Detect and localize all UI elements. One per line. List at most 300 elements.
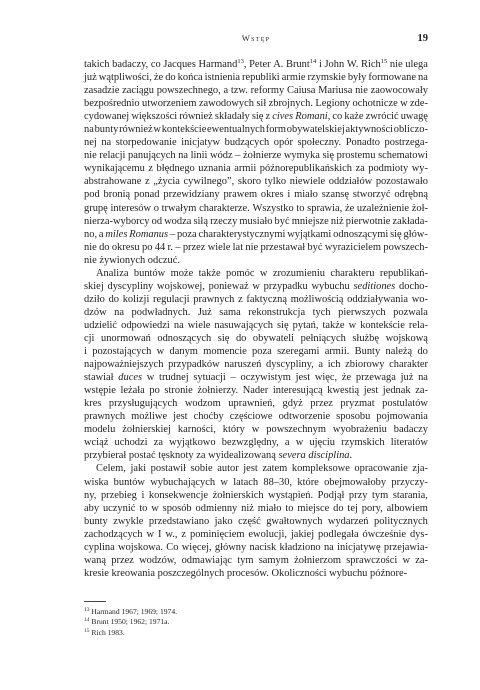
word: przez [111,554,134,566]
word: Harmand$^{13}$, [198,58,247,70]
word: podlegała [318,528,359,540]
word: cydowanej [84,111,130,123]
word: pominięciem [189,528,245,540]
word: dys- [409,528,428,540]
word: w [156,346,165,358]
word: szeregami [277,346,320,358]
running-title: Wstęp [241,33,271,43]
word: wiele [187,319,211,331]
word: buntów [133,267,166,279]
text-line [84,502,428,515]
word: wydarzeń [327,515,369,527]
word: disciplina. [308,450,353,462]
text-line [84,71,428,84]
word: żoł- [411,202,428,214]
word: najpoważniejszych [84,359,164,371]
word: do [417,346,428,358]
word: w [146,528,155,540]
word: stawiał [84,372,114,384]
word: o [153,202,159,214]
word: udzielić [84,319,118,331]
word: możliwością [290,293,344,305]
word: w [153,124,161,136]
word: kładziono [279,541,321,553]
word: do [99,241,110,253]
word: przyczy- [391,476,428,488]
word: żywionych [99,254,146,266]
text-line [84,319,428,332]
word: przypadku [263,280,308,292]
word: oczywistym [240,372,291,384]
word: wymyka [283,150,320,162]
word: w [146,372,155,384]
word: w [220,476,228,488]
word: 88–30, [263,476,293,488]
word: się [390,228,402,240]
word: W. [346,59,359,70]
word: Ponadto [345,137,380,149]
word: na [418,372,428,384]
word: przez [182,241,206,253]
word: na [323,541,334,553]
word: odnoszącymi [333,228,389,240]
word: że [341,372,352,384]
word: uprawnień, [228,398,275,410]
text-line [84,423,428,436]
word: sobie [190,463,213,475]
word: tylko [264,176,287,188]
word: w [400,98,408,110]
word: i [287,189,291,201]
word: na [173,319,184,331]
word: przewidziany [163,189,220,201]
footnote-ref[interactable]: 13 [237,58,244,65]
word: zwykle [113,515,144,527]
text-line [84,476,428,489]
text-line [84,449,428,462]
word: pytań, [292,319,319,331]
word: może [170,267,194,279]
word: z [265,111,271,123]
word: musiało [239,215,273,227]
footnote-separator [84,601,106,602]
word: składały [214,111,250,123]
word: z [145,176,150,188]
main-text [84,58,428,580]
word: armii. [324,346,350,358]
word: odnoszących [157,332,212,344]
word: nie [84,241,97,253]
word: ulega [405,59,428,70]
word: w [295,437,304,449]
word: zakłada- [392,215,428,227]
word: to [296,202,305,214]
word: – [230,372,236,384]
word: który [222,424,245,436]
word: były [347,72,367,84]
text-line [84,306,428,319]
word: lat [232,241,244,253]
word: nasuwających [214,319,273,331]
word: Wszystko [252,202,294,214]
word: republikań- [379,267,428,279]
word: za [355,163,365,175]
word: John [324,59,345,70]
word: za [196,450,206,462]
word: nie [389,59,403,70]
word: nie [84,150,97,162]
text-line [84,567,428,580]
word: rzymskie [307,72,346,84]
word: większości [131,111,178,123]
word: formowane [368,72,416,84]
word: faktyczną [246,293,287,305]
word: jest [295,372,311,384]
text-line [84,410,428,423]
word: żołnierze [243,150,282,162]
word: przebieg [100,489,137,501]
word: jednak [382,385,411,397]
word: wciąż [84,437,109,449]
word: gwałtownych [266,515,323,527]
word: wyjątkami [287,228,332,240]
word: do [108,293,119,305]
word: odmienny [195,502,238,514]
word: pod [84,189,100,201]
word: ich [327,359,341,371]
word: oddziałów [328,176,373,188]
word: w [151,502,159,514]
word: wyjątkowo [169,437,216,449]
word: charakterystycznymi [198,228,286,240]
word: przedstawiano [148,515,210,527]
word: wojskowa. [118,541,163,553]
word: linii [190,150,208,162]
word: poszczególnych [157,567,225,579]
word: po [141,241,153,253]
word: uzależnienie [356,202,410,214]
word: częściowe [229,411,273,423]
word: Podjął [317,489,345,501]
word: zbiorowy [345,359,385,371]
word: cyplina [84,541,115,553]
word: pozwala [393,306,428,318]
footnote-number: 15 [84,627,90,634]
word: politycznych [373,515,428,527]
word: uznania [198,163,231,175]
word: sprawia, [307,202,343,214]
footnote [84,628,428,638]
footnote-ref[interactable]: 14 [309,58,317,65]
text-line [84,162,428,175]
word: co [150,59,161,70]
word: na [178,150,189,162]
word: na [417,72,428,84]
word: po [149,385,160,397]
word: prawnych [193,293,235,305]
word: „życia [153,176,180,188]
word: Brunt$^{14}$ [286,58,317,70]
word: kompleksowe [291,463,350,475]
word: nie [355,85,368,97]
word: form [265,124,287,136]
word: żołnierskiej [122,424,171,436]
word: błędnego [156,163,195,175]
word: wybuchu [311,280,350,292]
word: postawił [150,463,187,475]
word: interesującą [272,385,323,397]
word: podmioty [368,163,409,175]
word: – [175,241,181,253]
word: kres [84,398,102,410]
word: Analiza [96,267,129,279]
word: nej [84,137,97,149]
text-line [84,528,428,541]
word: zaciągu [122,85,154,97]
word: społeczny. [297,137,342,149]
text-line [84,175,428,188]
word: pory, [361,502,383,514]
word: miles [105,228,128,240]
text-line [84,215,428,228]
word: w [259,267,268,279]
word: opór [273,137,293,149]
word: należą [385,346,413,358]
word: co [332,111,343,123]
word: jakiej [290,528,315,540]
text-line [84,97,428,110]
word: nie [84,254,97,266]
word: każe [344,111,364,123]
word: skoro [237,176,262,188]
word: charakteru [330,267,375,279]
word: A. [273,59,284,70]
word: pierwszych [338,306,386,318]
word: przez [310,398,333,410]
word: Okoliczności [271,567,327,579]
word: się [322,150,335,162]
word: przybierał [84,450,127,462]
word: za- [415,385,428,397]
word: zde- [410,98,428,110]
text-line [84,149,428,162]
word: panujących [128,150,176,162]
word: a [318,359,324,371]
word: unormowań [100,332,151,344]
word: takich [84,59,110,70]
word: jest [243,463,258,475]
word: modelu [84,424,116,436]
word: obejmowałoby [324,476,387,488]
word: wojskową [385,332,428,344]
text-line [84,515,428,528]
word: główny [214,541,247,553]
word: tych [312,306,331,318]
word: kontekście [360,319,405,331]
running-header [84,33,428,47]
word: trudnej [159,372,189,384]
word: prawnych [84,411,126,423]
word: obywatelskiej [286,124,345,136]
word: sił [256,98,267,110]
word: Nader [242,385,269,397]
word: wiska [84,476,109,488]
word: zaowocowały [370,85,428,97]
word: I [157,528,162,540]
word: utworzeniem [142,98,197,110]
word: inicjatyw [181,137,221,149]
text-line [84,123,428,136]
word: głów- [403,228,428,240]
word: wystąpień. [268,489,314,501]
word: relacji [99,150,126,162]
text-line [84,136,428,149]
text-line [84,228,428,241]
word: na [84,124,94,136]
word: zbrojnych. [268,98,313,110]
word: z [148,163,154,175]
word: tej [347,502,358,514]
word: pryzmat [340,398,375,410]
word: charakter [389,359,428,371]
word: późnorepublikańskich [259,163,352,175]
word: Bunty [354,346,381,358]
footnote-ref[interactable]: 15 [380,58,388,65]
word: żołnierzom [294,554,342,566]
word: dziło [84,293,105,305]
word: odczuć. [147,254,180,266]
word: aby [84,502,100,514]
word: także [322,319,345,331]
word: tzw. [230,85,248,97]
word: Legiony [315,98,351,110]
word: kwestią [327,385,360,397]
word: podwładnych. [131,306,191,318]
word: pozostawało [375,176,428,188]
word: bezpośrednio [84,98,140,110]
word: – [235,150,241,162]
text-line [84,84,428,97]
footnote-text: Harmand 1967; 1969; 1974. [89,607,178,616]
text-line [84,397,428,410]
word: że [153,72,164,84]
word: autor [217,463,239,475]
word: sytuacji [193,372,226,384]
word: wynikającemu [84,163,145,175]
word: za- [415,554,428,566]
word: zrozumieniu [272,267,325,279]
word: reformy [250,85,285,97]
text-line [84,371,428,384]
word: na [114,306,124,318]
word: miało [294,189,318,201]
word: Jacques [163,59,196,70]
word: wyidealizowaną [208,450,276,462]
word: a [284,437,290,449]
word: niewiele [289,176,326,188]
word: powszechnym [266,424,326,436]
word: powszech- [383,241,428,253]
word: Celem, [96,463,126,475]
word: wy- [411,163,428,175]
word: sposób [162,502,192,514]
word: do [235,332,247,344]
word: ponieważ [208,280,249,292]
word: prawem [223,189,258,201]
word: rzymskich [341,437,385,449]
word: ujęciu [309,437,335,449]
word: no, [84,228,98,240]
word: jest [173,411,188,423]
word: za [153,437,163,449]
word: postać [128,450,156,462]
word: uchodzi [114,437,148,449]
word: uwagę [400,111,428,123]
word: procesów. [226,567,269,579]
word: wyobrażeniu [332,424,387,436]
word: buntów [113,476,145,488]
word: skiej [84,280,104,292]
word: odrębną [394,189,428,201]
word: stronie [164,385,193,397]
word: to [139,502,148,514]
word: wodzów, [139,554,177,566]
text-line [84,384,428,397]
word: Peter [249,59,271,70]
word: sama [219,306,241,318]
word: się [277,319,289,331]
word: Romanus [129,228,169,240]
word: późnore- [370,567,408,579]
word: Mariusa [318,85,353,97]
word: z [238,293,243,305]
word: to [285,502,294,514]
word: zachodzących [84,528,143,540]
word: bezwzględny, [221,437,279,449]
word: pierwotnie [345,215,391,227]
footnote-text: Brunt 1950; 1962; 1971a. [89,617,170,627]
footnote-text: Rich 1983. [89,627,125,637]
word: już [400,372,414,384]
word: wo- [411,293,428,305]
footnote-number: 14 [84,617,90,624]
word: karności, [177,424,216,436]
text-line [84,293,428,306]
word: a [223,85,229,97]
word: z [181,528,187,540]
text-line [84,541,428,554]
word: latach [233,476,259,488]
word: ewentualnych [207,124,266,136]
word: zatem [262,463,288,475]
word: i [84,346,87,358]
word: nie [245,241,259,253]
word: ny, [84,489,97,501]
text-line [84,202,428,215]
word: kresie [84,567,109,579]
word: jako [214,515,233,527]
word: być [307,241,323,253]
word: starania, [392,489,428,501]
footnote [84,617,428,627]
text-line [84,188,428,201]
word: tęsknoty [158,450,194,462]
word: dyscypliny [107,280,154,292]
word: wybuchających [150,476,216,488]
word: Co [166,541,179,553]
word: a [98,228,104,240]
word: jaki [130,463,147,475]
